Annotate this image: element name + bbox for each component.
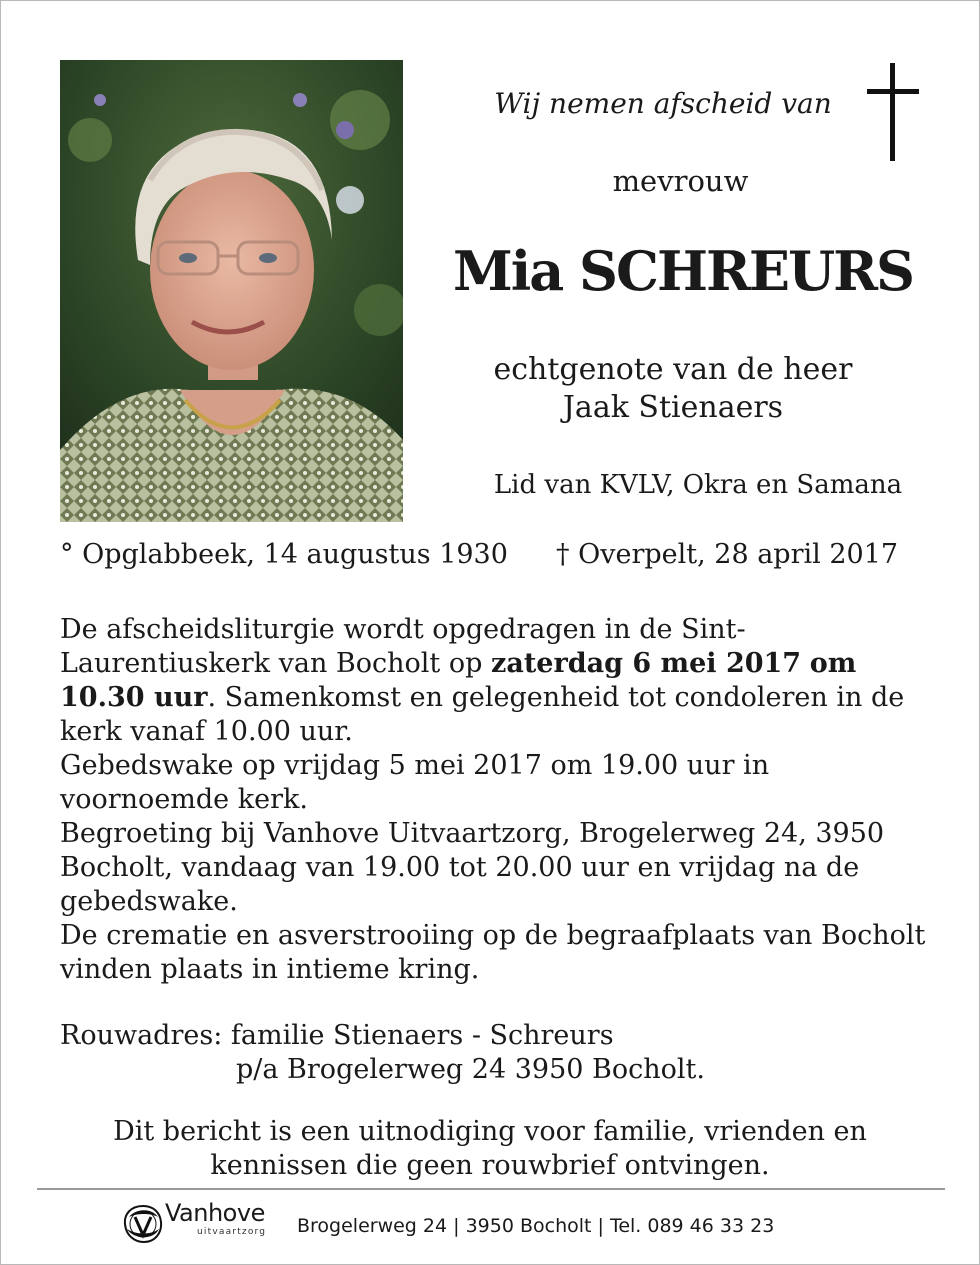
address-line-2: p/a Brogelerweg 24 3950 Bocholt. <box>236 1054 705 1085</box>
membership-line: Lid van KVLV, Okra en Samana <box>493 470 903 500</box>
intro-line: Wij nemen afscheid van <box>494 87 832 120</box>
portrait-photo <box>60 60 403 522</box>
liturgy-text-end: . Samenkomst en gelegenheid tot condoleren in de kerk vanaf 10.00 uur. <box>60 682 905 747</box>
invitation-notice <box>60 1115 920 1183</box>
announcement-body <box>60 613 930 987</box>
footer-divider <box>37 1188 945 1190</box>
address-line-1: Rouwadres: familie Stienaers - Schreurs <box>60 1020 614 1051</box>
spouse-line-2: Jaak Stienaers <box>562 390 784 425</box>
liturgy-paragraph <box>60 613 930 749</box>
honorific: mevrouw <box>612 164 749 198</box>
logo-name: Vanhove <box>165 1199 265 1227</box>
vigil-paragraph: Gebedswake op vrijdag 5 mei 2017 om 19.00 uur in voornoemde kerk. <box>60 750 770 815</box>
cremation-paragraph: De crematie en asverstrooiing op de begraafplaats van Bocholt vinden plaats in intieme kring. <box>60 920 926 985</box>
liturgy-date: zaterdag 6 mei 2017 <box>491 648 802 679</box>
liturgy-space <box>801 648 810 679</box>
mourning-address <box>60 1019 920 1087</box>
liturgy-time: om 10.30 uur <box>60 648 857 713</box>
contact-details: Brogelerweg 24 | 3950 Bocholt | Tel. 089 46 33 23 <box>297 1215 775 1237</box>
liturgy-text: De afscheidsliturgie wordt opgedragen in de Sint-Laurentiuskerk van Bocholt op <box>60 614 746 679</box>
spouse-block <box>403 351 943 427</box>
death-date: † Overpelt, 28 april 2017 <box>556 539 899 570</box>
funeral-home-footer <box>121 1197 881 1249</box>
vanhove-logo-icon <box>121 1203 165 1245</box>
notice-line-2: kennissen die geen rouwbrief ontvingen. <box>210 1150 770 1181</box>
notice-line-1: Dit bericht is een uitnodiging voor familie, vrienden en <box>113 1116 867 1147</box>
deceased-name: Mia SCHREURS <box>452 239 914 303</box>
birth-date: ° Opglabbeek, 14 augustus 1930 <box>60 539 508 570</box>
logo-subtitle: uitvaartzorg <box>197 1227 267 1237</box>
spouse-line-1: echtgenote van de heer <box>493 352 853 387</box>
visitation-paragraph: Begroeting bij Vanhove Uitvaartzorg, Brogelerweg 24, 3950 Bocholt, vandaag van 19.00 tot 20.00 uur en vrijdag na de gebedswake. <box>60 818 885 917</box>
